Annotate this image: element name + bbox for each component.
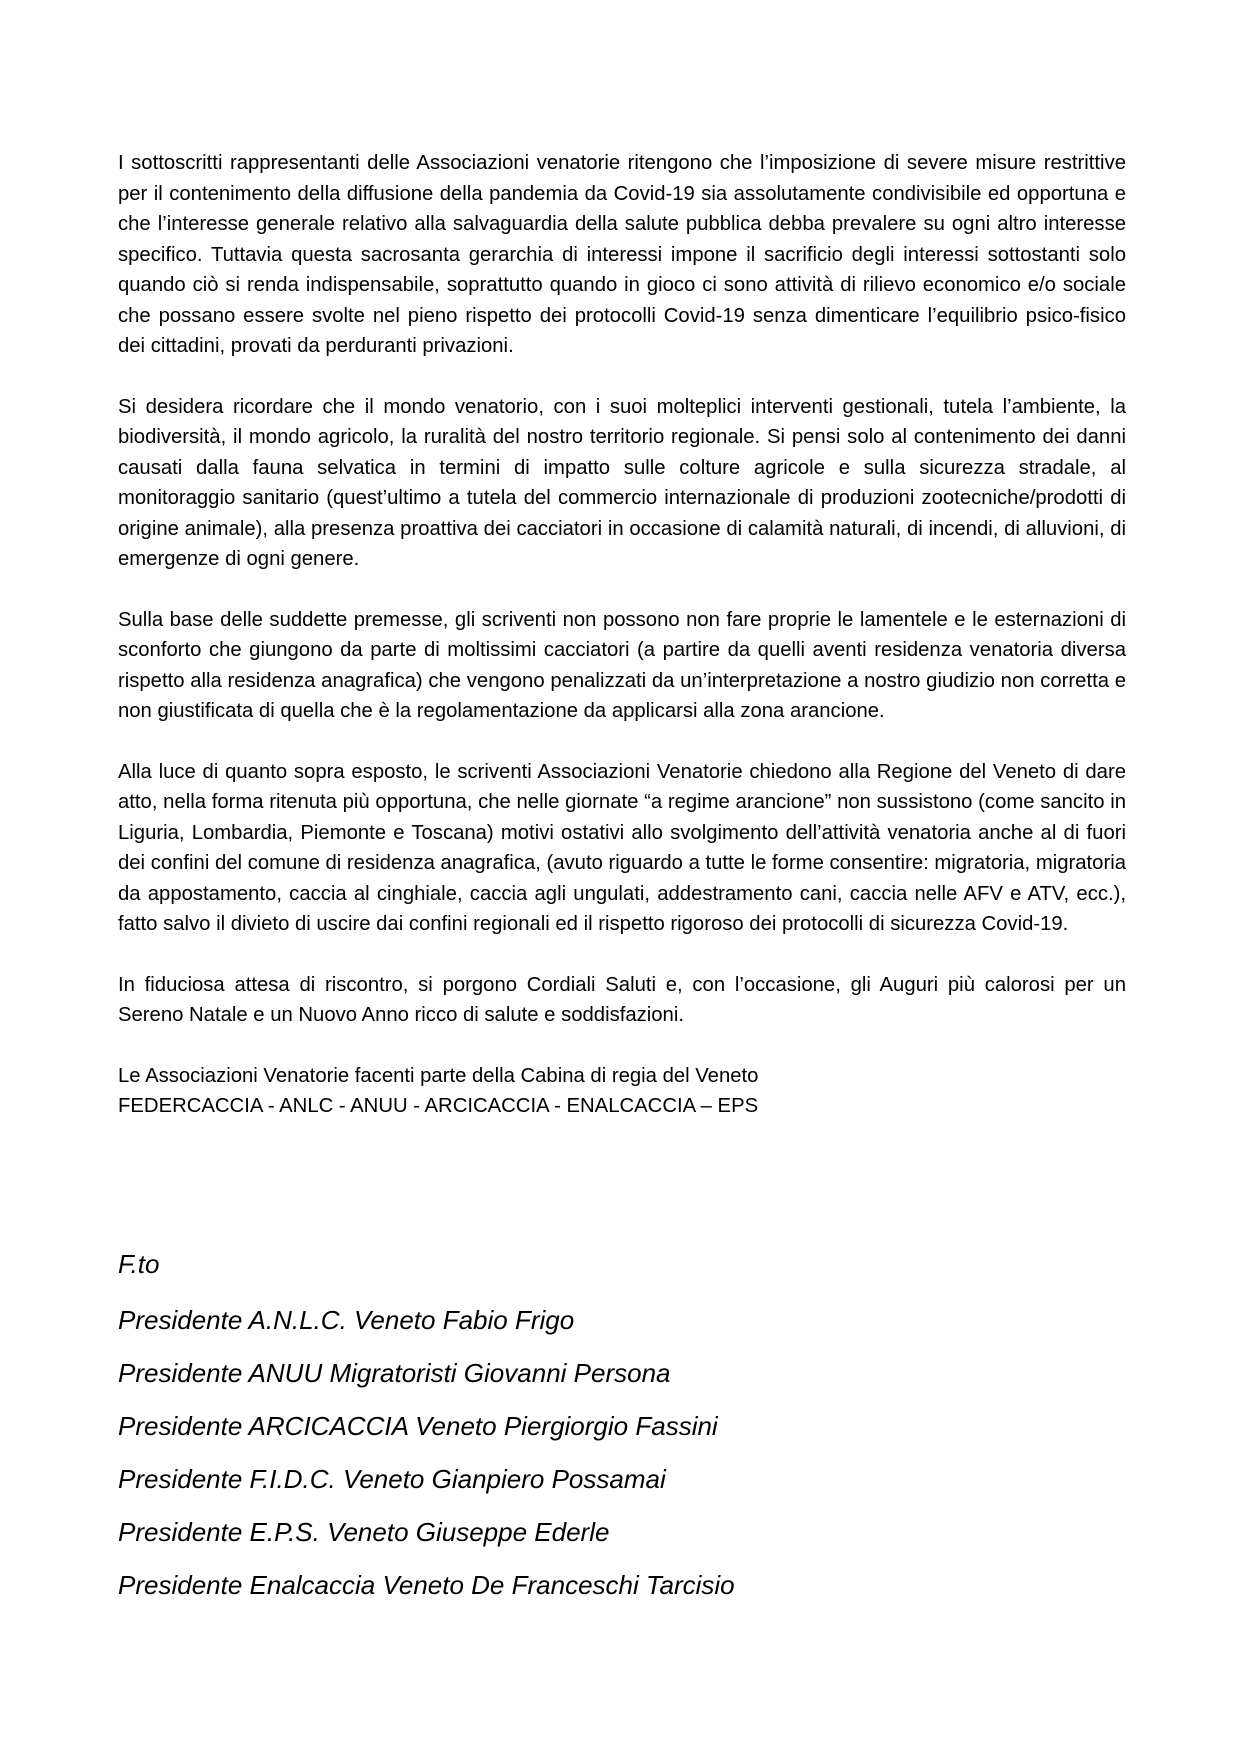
closing-line-acronyms: FEDERCACCIA - ANLC - ANUU - ARCICACCIA - ENALCACCIA – EPS — [118, 1095, 759, 1117]
signature-line-fidc: Presidente F.I.D.C. Veneto Gianpiero Possamai — [118, 1464, 666, 1494]
signature-line-anuu: Presidente ANUU Migratoristi Giovanni Persona — [118, 1358, 671, 1388]
paragraph-5: In fiduciosa attesa di riscontro, si porgono Cordiali Saluti e, con l’occasione, gli Auguri più calorosi per un Sereno Natale e un Nuovo Anno ricco di salute e soddisfazioni. — [118, 973, 1126, 1026]
closing-block — [118, 1061, 1126, 1122]
signature-fto: F.to — [118, 1249, 160, 1279]
signature-line-anlc: Presidente A.N.L.C. Veneto Fabio Frigo — [118, 1305, 575, 1335]
letter-body — [118, 148, 1126, 1122]
paragraph-4: Alla luce di quanto sopra esposto, le scriventi Associazioni Venatorie chiedono alla Regione del Veneto di dare atto, nella forma ritenuta più opportuna, che nelle giornate “a regime arancione” non sussistono (come sancito in Liguria, Lombardia, Piemonte e Toscana) motivi ostativi allo svolgimento dell’attività venatoria anche al di fuori dei confini del comune di residenza anagrafica, (avuto riguardo a tutte le forme consentire: migratoria, migratoria da appostamento, caccia al cinghiale, caccia agli ungulati, addestramento cani, caccia nelle AFV e ATV, ecc.), fatto salvo il divieto di uscire dai confini regionali ed il rispetto rigoroso dei protocolli di sicurezza Covid-19. — [118, 760, 1126, 935]
paragraph-1: I sottoscritti rappresentanti delle Associazioni venatorie ritengono che l’imposizione di severe misure restrittive per il contenimento della diffusione della pandemia da Covid-19 sia assolutamente condivisibile ed opportuna e che l’interesse generale relativo alla salvaguardia della salute pubblica debba prevalere su ogni altro interesse specifico. Tuttavia questa sacrosanta gerarchia di interessi impone il sacrificio degli interessi sottostanti solo quando ciò si renda indispensabile, soprattutto quando in gioco ci sono attività di rilievo economico e/o sociale che possano essere svolte nel pieno rispetto dei protocolli Covid-19 senza dimenticare l’equilibrio psico-fisico dei cittadini, provati da perduranti privazioni. — [118, 152, 1126, 357]
closing-line-associations: Le Associazioni Venatorie facenti parte della Cabina di regia del Veneto — [118, 1064, 759, 1087]
signature-line-arcicaccia: Presidente ARCICACCIA Veneto Piergiorgio Fassini — [118, 1411, 718, 1441]
paragraph-3: Sulla base delle suddette premesse, gli scriventi non possono non fare proprie le lamentele e le esternazioni di sconforto che giungono da parte di moltissimi cacciatori (a partire da quelli aventi residenza venatoria diversa rispetto alla residenza anagrafica) che vengono penalizzati da un’interpretazione a nostro giudizio non corretta e non giustificata di quella che è la regolamentazione da applicarsi alla zona arancione. — [118, 608, 1126, 722]
signature-line-eps: Presidente E.P.S. Veneto Giuseppe Ederle — [118, 1517, 610, 1547]
paragraph-2: Si desidera ricordare che il mondo venatorio, con i suoi molteplici interventi gestionali, tutela l’ambiente, la biodiversità, il mondo agricolo, la ruralità del nostro territorio regionale. Si pensi solo al contenimento dei danni causati dalla fauna selvatica in termini di impatto sulle colture agricole e sulla sicurezza stradale, al monitoraggio sanitario (quest’ultimo a tutela del commercio internazionale di produzioni zootecniche/prodotti di origine animale), alla presenza proattiva dei cacciatori in occasione di calamità naturali, di incendi, di alluvioni, di emergenze di ogni genere. — [118, 395, 1126, 570]
signature-line-enalcaccia: Presidente Enalcaccia Veneto De Franceschi Tarcisio — [118, 1570, 735, 1600]
